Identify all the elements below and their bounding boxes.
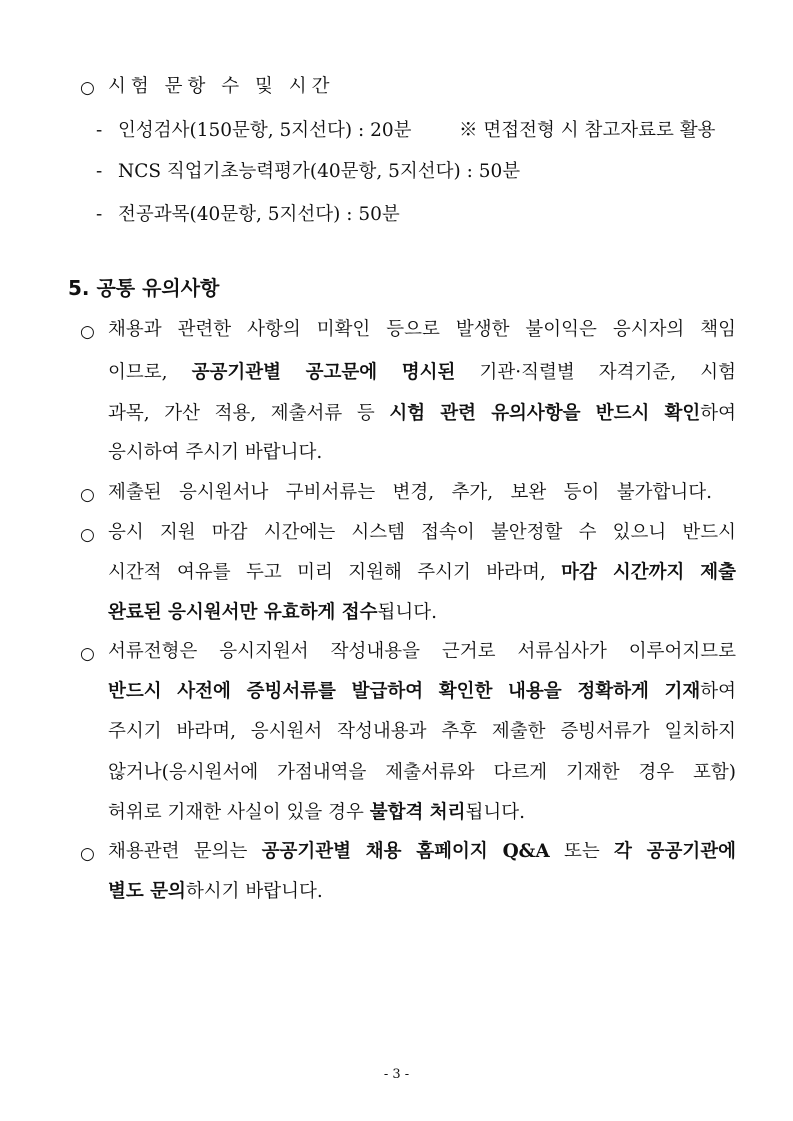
- p3-emphasis-1: 마감 시간까지 제출: [561, 562, 736, 583]
- p3-line-3: 완료된 응시원서만 유효하게 접수됩니다.: [108, 602, 438, 623]
- p5-emphasis-3: 별도 문의: [108, 881, 186, 902]
- p3-emphasis-2: 완료된 응시원서만 유효하게 접수: [108, 602, 378, 623]
- exam-item-prefix: -: [96, 161, 103, 182]
- p5-emphasis-2: 각 공공기관에: [614, 841, 737, 862]
- exam-item-ncs: NCS 직업기초능력평가(40문항, 5지선다) : 50분: [118, 161, 521, 182]
- p4-emphasis-2: 불합격 처리: [369, 802, 466, 823]
- p4-line-5: 허위로 기재한 사실이 있을 경우 불합격 처리됩니다.: [108, 802, 526, 823]
- bullet-circle: ○: [80, 322, 95, 342]
- p5-emphasis-1: 공공기관별 채용 홈페이지 Q&A: [261, 841, 550, 862]
- p5-line-1: 채용관련 문의는 공공기관별 채용 홈페이지 Q&A 또는 각 공공기관에: [108, 841, 737, 862]
- p4-line-1: 서류전형은 응시지원서 작성내용을 근거로 서류심사가 이루어지므로: [108, 641, 736, 662]
- exam-item-personality: 인성검사(150문항, 5지선다) : 20분: [118, 120, 412, 141]
- section-exam-title: 시험 문항 수 및 시간: [108, 76, 335, 97]
- p3-line-2: 시간적 여유를 두고 미리 지원해 주시기 바라며, 마감 시간까지 제출: [108, 562, 736, 583]
- p1-emphasis-2: 시험 관련 유의사항을 반드시 확인: [389, 403, 701, 424]
- bullet-circle: ○: [80, 644, 95, 664]
- exam-item-prefix: -: [96, 204, 103, 225]
- p4-line-3: 주시기 바라며, 응시원서 작성내용과 추후 제출한 증빙서류가 일치하지: [108, 721, 736, 742]
- p3-line-1: 응시 지원 마감 시간에는 시스템 접속이 불안정할 수 있으니 반드시: [108, 522, 736, 543]
- exam-item-prefix: -: [96, 120, 103, 141]
- bullet-circle: ○: [80, 78, 95, 98]
- p1-emphasis-1: 공공기관별 공고문에 명시된: [191, 362, 456, 383]
- p4-emphasis-1: 반드시 사전에 증빙서류를 발급하여 확인한 내용을 정확하게 기재: [108, 681, 701, 702]
- p1-line-3: 과목, 가산 적용, 제출서류 등 시험 관련 유의사항을 반드시 확인하여: [108, 403, 736, 424]
- page-number: - 3 -: [383, 1067, 410, 1082]
- exam-item-note: ※ 면접전형 시 참고자료로 활용: [459, 120, 716, 141]
- exam-item-major: 전공과목(40문항, 5지선다) : 50분: [118, 204, 400, 225]
- bullet-circle: ○: [80, 485, 95, 505]
- p1-line-1: 채용과 관련한 사항의 미확인 등으로 발생한 불이익은 응시자의 책임: [108, 319, 736, 340]
- p5-line-2: 별도 문의하시기 바랍니다.: [108, 881, 323, 902]
- p1-line-4: 응시하여 주시기 바랍니다.: [108, 442, 323, 463]
- p1-line-2: 이므로, 공공기관별 공고문에 명시된 기관·직렬별 자격기준, 시험: [108, 362, 736, 383]
- p4-line-2: 반드시 사전에 증빙서류를 발급하여 확인한 내용을 정확하게 기재하여: [108, 681, 736, 702]
- p4-line-4: 않거나(응시원서에 가점내역을 제출서류와 다르게 기재한 경우 포함): [108, 762, 736, 783]
- p2-line-1: 제출된 응시원서나 구비서류는 변경, 추가, 보완 등이 불가합니다.: [108, 482, 712, 503]
- bullet-circle: ○: [80, 844, 95, 864]
- section-heading: 5. 공통 유의사항: [68, 276, 220, 300]
- bullet-circle: ○: [80, 525, 95, 545]
